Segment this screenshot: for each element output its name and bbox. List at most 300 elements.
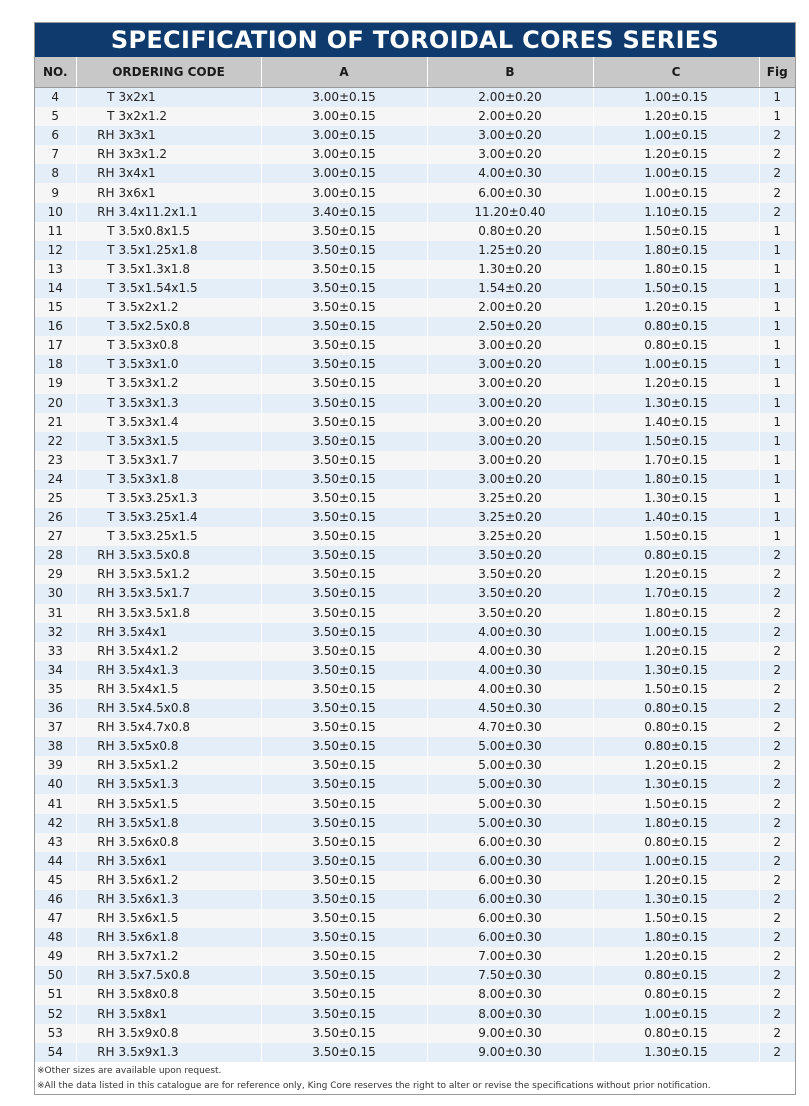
cell-b: 3.00±0.20 — [427, 126, 593, 145]
cell-c: 1.20±0.15 — [593, 107, 759, 126]
cell-c: 1.50±0.15 — [593, 279, 759, 298]
header-no: NO. — [35, 57, 76, 88]
cell-fig: 1 — [759, 374, 795, 393]
cell-b: 6.00±0.30 — [427, 928, 593, 947]
code-size: 3.5x6x1.3 — [118, 891, 179, 906]
cell-fig: 2 — [759, 1043, 795, 1062]
cell-fig: 2 — [759, 584, 795, 603]
header-fig: Fig — [759, 57, 795, 88]
cell-ordering-code — [76, 489, 261, 508]
code-prefix: T — [107, 90, 115, 105]
cell-a: 3.00±0.15 — [261, 107, 427, 126]
table-row — [35, 928, 795, 947]
table-row — [35, 470, 795, 489]
cell-fig: 2 — [759, 623, 795, 642]
cell-no: 37 — [35, 718, 76, 737]
cell-c: 1.40±0.15 — [593, 508, 759, 527]
cell-c: 1.00±0.15 — [593, 164, 759, 183]
cell-no: 32 — [35, 623, 76, 642]
table-row — [35, 126, 795, 145]
cell-fig: 2 — [759, 642, 795, 661]
cell-c: 0.80±0.15 — [593, 985, 759, 1004]
table-row — [35, 164, 795, 183]
cell-fig: 2 — [759, 756, 795, 775]
cell-a: 3.50±0.15 — [261, 642, 427, 661]
cell-fig: 1 — [759, 241, 795, 260]
cell-c: 1.80±0.15 — [593, 260, 759, 279]
header-ordering-code: ORDERING CODE — [76, 57, 261, 88]
cell-ordering-code — [76, 1005, 261, 1024]
code-prefix: RH — [97, 987, 115, 1002]
cell-no: 25 — [35, 489, 76, 508]
table-row — [35, 947, 795, 966]
cell-no: 4 — [35, 88, 76, 108]
cell-ordering-code — [76, 183, 261, 202]
table-row — [35, 699, 795, 718]
cell-ordering-code — [76, 814, 261, 833]
cell-b: 2.50±0.20 — [427, 317, 593, 336]
cell-fig: 2 — [759, 604, 795, 623]
cell-c: 1.50±0.15 — [593, 909, 759, 928]
cell-a: 3.00±0.15 — [261, 183, 427, 202]
table-row — [35, 145, 795, 164]
cell-c: 1.20±0.15 — [593, 298, 759, 317]
cell-a: 3.50±0.15 — [261, 470, 427, 489]
cell-ordering-code — [76, 107, 261, 126]
table-row — [35, 88, 795, 108]
cell-no: 47 — [35, 909, 76, 928]
code-prefix: RH — [97, 643, 115, 658]
cell-fig: 1 — [759, 88, 795, 108]
cell-fig: 1 — [759, 451, 795, 470]
cell-b: 4.50±0.30 — [427, 699, 593, 718]
cell-a: 3.50±0.15 — [261, 756, 427, 775]
cell-c: 1.30±0.15 — [593, 775, 759, 794]
cell-ordering-code — [76, 260, 261, 279]
code-size: 3.5x3x1.5 — [118, 433, 179, 448]
cell-fig: 2 — [759, 126, 795, 145]
cell-fig: 1 — [759, 489, 795, 508]
code-prefix: RH — [97, 701, 115, 716]
cell-c: 1.00±0.15 — [593, 623, 759, 642]
cell-fig: 1 — [759, 222, 795, 241]
code-size: 3.5x6x1 — [118, 853, 168, 868]
cell-no: 26 — [35, 508, 76, 527]
table-row — [35, 183, 795, 202]
cell-no: 13 — [35, 260, 76, 279]
cell-a: 3.50±0.15 — [261, 833, 427, 852]
cell-a: 3.50±0.15 — [261, 241, 427, 260]
cell-b: 3.00±0.20 — [427, 451, 593, 470]
cell-ordering-code — [76, 775, 261, 794]
code-size: 3.5x3x1.2 — [118, 376, 179, 391]
cell-ordering-code — [76, 222, 261, 241]
code-size: 3.5x6x1.5 — [118, 911, 179, 926]
cell-c: 1.50±0.15 — [593, 222, 759, 241]
cell-a: 3.50±0.15 — [261, 565, 427, 584]
code-size: 3.5x5x1.2 — [118, 758, 179, 773]
cell-b: 5.00±0.30 — [427, 794, 593, 813]
table-row — [35, 661, 795, 680]
code-size: 3.5x5x1.5 — [118, 796, 179, 811]
code-prefix: T — [107, 414, 115, 429]
cell-a: 3.50±0.15 — [261, 737, 427, 756]
cell-c: 1.20±0.15 — [593, 756, 759, 775]
cell-a: 3.50±0.15 — [261, 985, 427, 1004]
code-size: 3.5x6x0.8 — [118, 834, 179, 849]
code-size: 3x4x1 — [118, 166, 156, 181]
code-prefix: RH — [97, 624, 115, 639]
cell-no: 50 — [35, 966, 76, 985]
cell-c: 1.20±0.15 — [593, 642, 759, 661]
cell-ordering-code — [76, 527, 261, 546]
cell-a: 3.00±0.15 — [261, 145, 427, 164]
cell-a: 3.50±0.15 — [261, 413, 427, 432]
cell-c: 1.70±0.15 — [593, 584, 759, 603]
header-a: A — [261, 57, 427, 88]
cell-no: 18 — [35, 355, 76, 374]
cell-c: 0.80±0.15 — [593, 966, 759, 985]
cell-c: 0.80±0.15 — [593, 317, 759, 336]
cell-a: 3.50±0.15 — [261, 260, 427, 279]
code-size: 3.5x1.25x1.8 — [118, 242, 198, 257]
cell-a: 3.00±0.15 — [261, 126, 427, 145]
cell-c: 0.80±0.15 — [593, 546, 759, 565]
code-size: 3.5x3x1.4 — [118, 414, 179, 429]
cell-a: 3.50±0.15 — [261, 222, 427, 241]
cell-fig: 2 — [759, 737, 795, 756]
cell-no: 49 — [35, 947, 76, 966]
table-row — [35, 680, 795, 699]
code-size: 3x3x1 — [118, 128, 156, 143]
table-row — [35, 279, 795, 298]
table-row — [35, 374, 795, 393]
cell-b: 3.00±0.20 — [427, 145, 593, 164]
cell-fig: 1 — [759, 432, 795, 451]
code-prefix: RH — [97, 758, 115, 773]
cell-no: 41 — [35, 794, 76, 813]
cell-ordering-code — [76, 584, 261, 603]
table-row — [35, 871, 795, 890]
cell-a: 3.50±0.15 — [261, 584, 427, 603]
table-row — [35, 489, 795, 508]
cell-fig: 2 — [759, 203, 795, 222]
cell-a: 3.50±0.15 — [261, 947, 427, 966]
cell-b: 4.70±0.30 — [427, 718, 593, 737]
code-size: 3.5x4.7x0.8 — [118, 720, 190, 735]
cell-c: 0.80±0.15 — [593, 699, 759, 718]
cell-a: 3.50±0.15 — [261, 699, 427, 718]
cell-fig: 2 — [759, 947, 795, 966]
code-prefix: RH — [97, 128, 115, 143]
cell-ordering-code — [76, 794, 261, 813]
spec-table — [35, 57, 795, 1062]
code-size: 3x6x1 — [118, 185, 156, 200]
table-row — [35, 852, 795, 871]
code-size: 3.5x3.25x1.3 — [118, 491, 198, 506]
code-prefix: RH — [97, 185, 115, 200]
cell-b: 3.00±0.20 — [427, 394, 593, 413]
cell-a: 3.50±0.15 — [261, 814, 427, 833]
code-size: 3.5x3x1.0 — [118, 357, 179, 372]
cell-ordering-code — [76, 470, 261, 489]
cell-no: 39 — [35, 756, 76, 775]
cell-fig: 1 — [759, 336, 795, 355]
cell-ordering-code — [76, 756, 261, 775]
cell-ordering-code — [76, 451, 261, 470]
cell-b: 6.00±0.30 — [427, 852, 593, 871]
code-prefix: RH — [97, 1044, 115, 1059]
cell-no: 20 — [35, 394, 76, 413]
cell-c: 1.80±0.15 — [593, 470, 759, 489]
cell-ordering-code — [76, 546, 261, 565]
cell-ordering-code — [76, 164, 261, 183]
table-row — [35, 336, 795, 355]
cell-no: 44 — [35, 852, 76, 871]
table-row — [35, 260, 795, 279]
cell-a: 3.50±0.15 — [261, 451, 427, 470]
code-size: 3.5x1.54x1.5 — [118, 280, 198, 295]
code-size: 3.5x8x1 — [118, 1006, 168, 1021]
cell-c: 1.20±0.15 — [593, 947, 759, 966]
table-row — [35, 1043, 795, 1062]
code-prefix: RH — [97, 681, 115, 696]
cell-c: 1.40±0.15 — [593, 413, 759, 432]
cell-ordering-code — [76, 928, 261, 947]
cell-fig: 1 — [759, 394, 795, 413]
cell-fig: 2 — [759, 183, 795, 202]
code-prefix: T — [107, 376, 115, 391]
cell-fig: 2 — [759, 794, 795, 813]
cell-b: 3.00±0.20 — [427, 374, 593, 393]
cell-b: 3.00±0.20 — [427, 432, 593, 451]
code-size: 3.4x11.2x1.1 — [118, 204, 198, 219]
cell-b: 6.00±0.30 — [427, 890, 593, 909]
cell-b: 9.00±0.30 — [427, 1024, 593, 1043]
cell-b: 3.50±0.20 — [427, 604, 593, 623]
code-prefix: RH — [97, 147, 115, 162]
cell-a: 3.00±0.15 — [261, 88, 427, 108]
table-row — [35, 604, 795, 623]
cell-ordering-code — [76, 890, 261, 909]
cell-fig: 1 — [759, 107, 795, 126]
code-prefix: RH — [97, 930, 115, 945]
cell-b: 8.00±0.30 — [427, 985, 593, 1004]
code-prefix: RH — [97, 891, 115, 906]
cell-b: 11.20±0.40 — [427, 203, 593, 222]
cell-fig: 2 — [759, 565, 795, 584]
code-prefix: RH — [97, 968, 115, 983]
cell-ordering-code — [76, 508, 261, 527]
cell-a: 3.50±0.15 — [261, 794, 427, 813]
table-row — [35, 241, 795, 260]
code-size: 3.5x3x1.8 — [118, 471, 179, 486]
table-row — [35, 584, 795, 603]
cell-b: 4.00±0.30 — [427, 680, 593, 699]
cell-fig: 1 — [759, 527, 795, 546]
cell-c: 1.00±0.15 — [593, 852, 759, 871]
cell-b: 4.00±0.30 — [427, 164, 593, 183]
code-prefix: RH — [97, 720, 115, 735]
cell-c: 1.10±0.15 — [593, 203, 759, 222]
cell-fig: 1 — [759, 260, 795, 279]
cell-no: 12 — [35, 241, 76, 260]
cell-ordering-code — [76, 623, 261, 642]
spec-sheet — [34, 22, 796, 1095]
cell-no: 23 — [35, 451, 76, 470]
table-row — [35, 527, 795, 546]
footnotes — [35, 1062, 795, 1094]
code-size: 3.5x9x1.3 — [118, 1044, 179, 1059]
cell-no: 6 — [35, 126, 76, 145]
cell-a: 3.50±0.15 — [261, 909, 427, 928]
cell-fig: 2 — [759, 909, 795, 928]
cell-c: 1.00±0.15 — [593, 355, 759, 374]
table-body — [35, 88, 795, 1062]
cell-fig: 2 — [759, 164, 795, 183]
table-row — [35, 565, 795, 584]
cell-a: 3.50±0.15 — [261, 279, 427, 298]
code-prefix: T — [107, 452, 115, 467]
code-prefix: RH — [97, 853, 115, 868]
cell-b: 6.00±0.30 — [427, 183, 593, 202]
table-row — [35, 1005, 795, 1024]
cell-ordering-code — [76, 241, 261, 260]
cell-ordering-code — [76, 432, 261, 451]
table-row — [35, 642, 795, 661]
cell-b: 3.00±0.20 — [427, 470, 593, 489]
cell-no: 7 — [35, 145, 76, 164]
cell-c: 1.00±0.15 — [593, 1005, 759, 1024]
cell-b: 3.25±0.20 — [427, 508, 593, 527]
cell-b: 3.00±0.20 — [427, 355, 593, 374]
code-prefix: RH — [97, 949, 115, 964]
cell-fig: 2 — [759, 966, 795, 985]
cell-c: 0.80±0.15 — [593, 336, 759, 355]
cell-b: 9.00±0.30 — [427, 1043, 593, 1062]
page-title: SPECIFICATION OF TOROIDAL CORES SERIES — [35, 23, 795, 57]
cell-no: 30 — [35, 584, 76, 603]
cell-a: 3.50±0.15 — [261, 336, 427, 355]
cell-ordering-code — [76, 126, 261, 145]
footnote-disclaimer: ※All the data listed in this catalogue are for reference only, King Core reserves the right to alter or revise the specifications without prior notification. — [37, 1080, 711, 1091]
cell-b: 5.00±0.30 — [427, 775, 593, 794]
cell-b: 3.25±0.20 — [427, 489, 593, 508]
cell-a: 3.50±0.15 — [261, 871, 427, 890]
cell-ordering-code — [76, 642, 261, 661]
table-row — [35, 966, 795, 985]
cell-fig: 2 — [759, 814, 795, 833]
code-size: 3.5x1.3x1.8 — [118, 261, 190, 276]
cell-b: 3.50±0.20 — [427, 584, 593, 603]
cell-a: 3.50±0.15 — [261, 890, 427, 909]
code-size: 3.5x3x1.7 — [118, 452, 179, 467]
table-row — [35, 833, 795, 852]
code-prefix: RH — [97, 1025, 115, 1040]
cell-no: 46 — [35, 890, 76, 909]
cell-c: 1.30±0.15 — [593, 394, 759, 413]
cell-a: 3.50±0.15 — [261, 298, 427, 317]
cell-a: 3.50±0.15 — [261, 852, 427, 871]
cell-b: 4.00±0.30 — [427, 661, 593, 680]
cell-a: 3.50±0.15 — [261, 1024, 427, 1043]
code-prefix: T — [107, 529, 115, 544]
cell-a: 3.50±0.15 — [261, 966, 427, 985]
table-row — [35, 718, 795, 737]
cell-no: 36 — [35, 699, 76, 718]
cell-b: 3.50±0.20 — [427, 565, 593, 584]
cell-c: 1.00±0.15 — [593, 88, 759, 108]
cell-c: 1.20±0.15 — [593, 871, 759, 890]
code-size: 3.5x5x1.8 — [118, 815, 179, 830]
code-size: 3.5x9x0.8 — [118, 1025, 179, 1040]
cell-a: 3.50±0.15 — [261, 680, 427, 699]
table-row — [35, 775, 795, 794]
cell-no: 27 — [35, 527, 76, 546]
cell-fig: 2 — [759, 661, 795, 680]
code-prefix: T — [107, 319, 115, 334]
cell-no: 54 — [35, 1043, 76, 1062]
code-prefix: T — [107, 395, 115, 410]
cell-b: 4.00±0.30 — [427, 642, 593, 661]
code-size: 3.5x0.8x1.5 — [118, 223, 190, 238]
cell-a: 3.50±0.15 — [261, 355, 427, 374]
code-size: 3x2x1 — [118, 90, 156, 105]
cell-ordering-code — [76, 1024, 261, 1043]
cell-a: 3.50±0.15 — [261, 623, 427, 642]
cell-ordering-code — [76, 966, 261, 985]
cell-c: 0.80±0.15 — [593, 1024, 759, 1043]
cell-fig: 1 — [759, 279, 795, 298]
code-size: 3.5x4.5x0.8 — [118, 701, 190, 716]
cell-ordering-code — [76, 565, 261, 584]
cell-ordering-code — [76, 699, 261, 718]
code-size: 3.5x2.5x0.8 — [118, 319, 190, 334]
cell-a: 3.50±0.15 — [261, 508, 427, 527]
cell-c: 1.70±0.15 — [593, 451, 759, 470]
table-row — [35, 394, 795, 413]
code-prefix: RH — [97, 605, 115, 620]
cell-b: 3.25±0.20 — [427, 527, 593, 546]
footnote-other-sizes: ※Other sizes are available upon request. — [37, 1065, 222, 1076]
table-row — [35, 985, 795, 1004]
code-prefix: T — [107, 223, 115, 238]
code-prefix: RH — [97, 586, 115, 601]
cell-a: 3.50±0.15 — [261, 661, 427, 680]
code-size: 3x2x1.2 — [118, 109, 168, 124]
cell-c: 1.80±0.15 — [593, 814, 759, 833]
cell-c: 1.30±0.15 — [593, 1043, 759, 1062]
code-size: 3.5x3x0.8 — [118, 338, 179, 353]
cell-fig: 2 — [759, 1024, 795, 1043]
table-row — [35, 890, 795, 909]
cell-ordering-code — [76, 355, 261, 374]
cell-b: 3.50±0.20 — [427, 546, 593, 565]
cell-no: 5 — [35, 107, 76, 126]
code-prefix: RH — [97, 815, 115, 830]
code-size: 3.5x3.25x1.5 — [118, 529, 198, 544]
cell-fig: 2 — [759, 871, 795, 890]
cell-fig: 1 — [759, 413, 795, 432]
code-prefix: T — [107, 510, 115, 525]
cell-b: 6.00±0.30 — [427, 833, 593, 852]
cell-no: 48 — [35, 928, 76, 947]
cell-b: 1.30±0.20 — [427, 260, 593, 279]
code-prefix: RH — [97, 567, 115, 582]
cell-a: 3.50±0.15 — [261, 374, 427, 393]
cell-b: 0.80±0.20 — [427, 222, 593, 241]
cell-c: 0.80±0.15 — [593, 737, 759, 756]
